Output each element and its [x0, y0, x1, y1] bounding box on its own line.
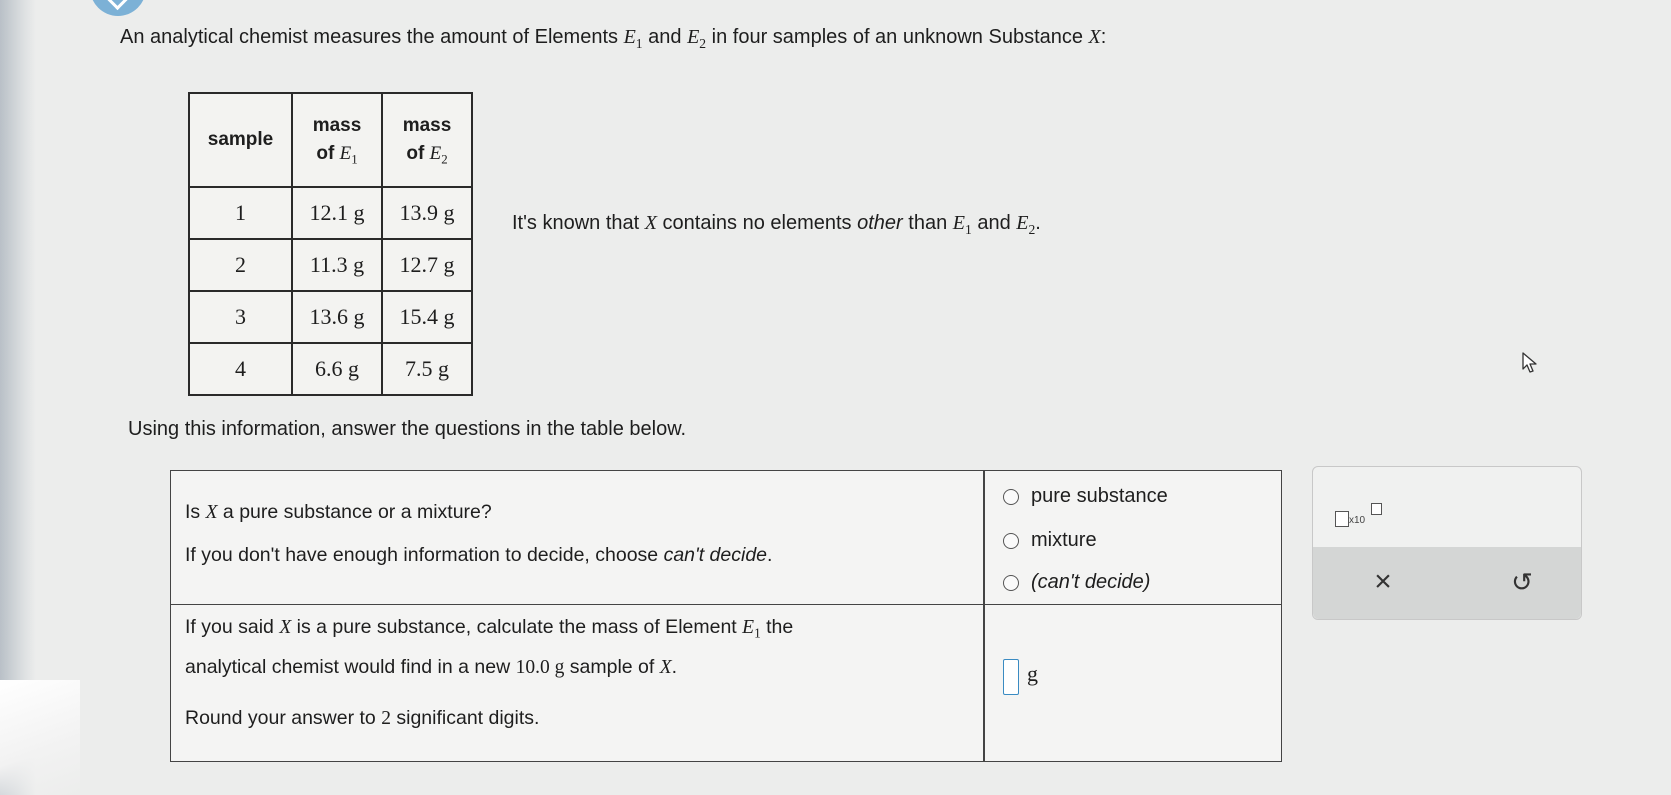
- sample-number: 4: [189, 343, 292, 395]
- clear-icon[interactable]: ×: [1374, 565, 1392, 598]
- mass-e2-cell: 7.5 g: [382, 343, 472, 395]
- mass-e2-cell: 15.4 g: [382, 291, 472, 343]
- table-row: [189, 239, 472, 291]
- option-mixture[interactable]: mixture: [1003, 529, 1097, 552]
- mass-e2-cell: 12.7 g: [382, 239, 472, 291]
- question-row-pure-or-mixture: [171, 471, 1281, 605]
- sample-number: 2: [189, 239, 292, 291]
- problem-intro: An analytical chemist measures the amount of Elements $E_1$ and $E_2$ in four samples of an unknown Substance X:: [120, 26, 1107, 51]
- coefficient-box-icon: [1335, 511, 1349, 527]
- sample-number: 3: [189, 291, 292, 343]
- chevron-down-icon[interactable]: [90, 0, 146, 16]
- table-row: [189, 343, 472, 395]
- mouse-cursor-icon: [1521, 352, 1539, 374]
- answer-tools-panel: [1312, 466, 1582, 620]
- radio-icon[interactable]: [1003, 489, 1019, 505]
- question1-line2: If you don't have enough information to decide, choose can't decide.: [185, 544, 773, 566]
- undo-icon[interactable]: ↺: [1511, 567, 1533, 597]
- mass-e1-cell: 13.6 g: [292, 291, 382, 343]
- sample-data-table: [188, 92, 473, 396]
- question2-line3: Round your answer to 2 significant digits.: [185, 707, 540, 729]
- sample-number: 1: [189, 187, 292, 239]
- table-row: [189, 291, 472, 343]
- question2-line2: analytical chemist would find in a new 10.0 g sample of X.: [185, 656, 678, 678]
- unit-label: g: [1027, 661, 1038, 686]
- mass-e2-cell: 13.9 g: [382, 187, 472, 239]
- radio-icon[interactable]: [1003, 533, 1019, 549]
- option-cant-decide[interactable]: (can't decide): [1003, 571, 1150, 594]
- photo-left-edge: [0, 0, 36, 795]
- option-pure-substance[interactable]: pure substance: [1003, 485, 1168, 508]
- instructions-text: Using this information, answer the questions in the table below.: [128, 418, 687, 440]
- question-table: [170, 470, 1282, 762]
- mass-e1-cell: 11.3 g: [292, 239, 382, 291]
- header-mass-e1: mass of $E_1$: [292, 93, 382, 187]
- tools-action-bar: [1313, 547, 1581, 619]
- scientific-notation-button[interactable]: x10: [1335, 501, 1383, 531]
- known-statement: It's known that X contains no elements other than $E_1$ and $E_2$.: [512, 212, 1041, 237]
- question2-line1: If you said X is a pure substance, calculate the mass of Element $E_1$ the: [185, 616, 794, 641]
- mass-e1-cell: 6.6 g: [292, 343, 382, 395]
- mass-e1-cell: 12.1 g: [292, 187, 382, 239]
- photo-paper-corner: [0, 680, 80, 795]
- mass-answer-input[interactable]: [1003, 659, 1019, 695]
- exponent-box-icon: [1371, 503, 1382, 515]
- radio-icon[interactable]: [1003, 575, 1019, 591]
- question-row-mass-calculation: [171, 604, 1281, 761]
- question1-line1: Is X a pure substance or a mixture?: [185, 501, 492, 523]
- header-sample: sample: [189, 93, 292, 187]
- header-mass-e2: mass of $E_2$: [382, 93, 472, 187]
- table-row: [189, 187, 472, 239]
